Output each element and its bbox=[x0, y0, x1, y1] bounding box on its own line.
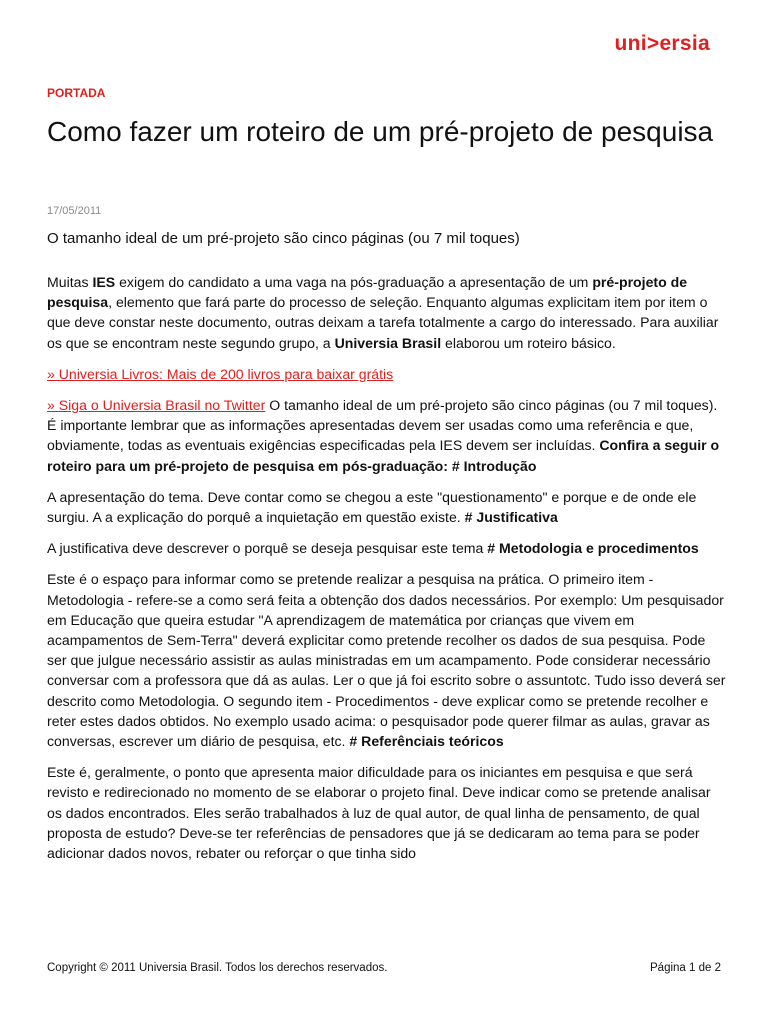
heading-referenciais: # Referênciais teóricos bbox=[349, 733, 504, 750]
bold-ies: IES bbox=[92, 274, 116, 290]
bold-pre-projeto: pré-projeto de pesquisa bbox=[47, 274, 688, 311]
bold-universia-brasil: Universia Brasil bbox=[334, 334, 442, 351]
footer-page-number: Página 1 de 2 bbox=[650, 962, 721, 974]
paragraph-referenciais: Este é, geralmente, o ponto que apresenta maior dificuldade para os iniciantes em pesquisa e que será revisto e redirecionado no momento de se elaborar o projeto final. Deve indicar como se pretende analisar os dados encontrados. Eles serão trabalhados à luz de qual autor, de qual linha de pensamento, de qual proposta de estudo? Deve-se ter referências de pensadores que já se dedicaram ao tema para se poder adicionar dados novos, rebater ou reforçar o que tinha sido bbox=[47, 764, 711, 862]
paragraph-twitter: » Siga o Universia Brasil no Twitter O tamanho ideal de um pré-projeto são cinco páginas (ou 7 mil toques). É importante lembrar que as informações apresentadas devem ser usadas como uma referência e que, obviamente, todas as eventuais exigências especificadas pela IES devem ser incluídas. Confira a seguir o roteiro para um pré-projeto de pesquisa em pós-graduação: # Introdução bbox=[47, 397, 720, 474]
universia-logo[interactable]: uni>ersia bbox=[614, 32, 710, 55]
article-subtitle: O tamanho ideal de um pré-projeto são cinco páginas (ou 7 mil toques) bbox=[47, 230, 520, 247]
heading-metodologia: # Metodologia e procedimentos bbox=[487, 540, 699, 557]
link-universia-livros[interactable]: » Universia Livros: Mais de 200 livros para baixar grátis bbox=[47, 365, 394, 382]
footer-copyright: Copyright © 2011 Universia Brasil. Todos los derechos reservados. bbox=[47, 962, 388, 974]
paragraph-justificativa: A justificativa deve descrever o porquê se deseja pesquisar este tema # Metodologia e procedimentos bbox=[47, 540, 699, 557]
heading-introducao: Confira a seguir o roteiro para um pré-projeto de pesquisa em pós-graduação: # Introdução bbox=[47, 437, 720, 474]
paragraph-metodologia: Este é o espaço para informar como se pretende realizar a pesquisa na prática. O primeiro item - Metodologia - refere-se a como será feita a obtenção dos dados necessários. Por exemplo: Um pesquisador em Educação que queira estudar "A aprendizagem de matemática por crianças que vivem em acampamentos de Sem-Terra" deverá explicitar como pretende recolher os dados de sua pesquisa. Pode ser que julgue necessário assistir as aulas ministradas em um acampamento. Pode considerar necessário conversar com a professora que dá as aulas. Ler o que já foi escrito sobre o assuntotc. Tudo isso deverá ser descrito como Metodologia. O segundo item - Procedimentos - deve explicar como se pretende recolher e reter estes dados obtidos. No exemplo usado acima: o pesquisador pode querer filmar as aulas, gravar as conversas, escrever um diário de pesquisa, etc. # Referênciais teóricos bbox=[47, 571, 726, 750]
paragraph-introducao: A apresentação do tema. Deve contar como se chegou a este "questionamento" e porque e de onde ele surgiu. A a explicação do porquê a inquietação em questão existe. # Justificativa bbox=[47, 488, 697, 526]
paragraph-intro: Muitas IES exigem do candidato a uma vaga na pós-graduação a apresentação de um pré-projeto de pesquisa, elemento que fará parte do processo de seleção. Enquanto algumas explicitam item por item o que deve constar neste documento, outras deixam a tarefa totalmente a cargo do interessado. Para auxiliar os que se encontram neste segundo grupo, a Universia Brasil elaborou um roteiro básico. bbox=[47, 274, 719, 351]
article-body bbox=[47, 272, 727, 874]
section-label[interactable]: PORTADA bbox=[47, 86, 106, 100]
heading-justificativa: # Justificativa bbox=[464, 509, 558, 526]
link-twitter[interactable]: » Siga o Universia Brasil no Twitter bbox=[47, 397, 266, 414]
paragraph-link-livros bbox=[47, 364, 727, 384]
article-title: Como fazer um roteiro de um pré-projeto de pesquisa bbox=[47, 116, 714, 147]
article-date: 17/05/2011 bbox=[47, 205, 102, 217]
